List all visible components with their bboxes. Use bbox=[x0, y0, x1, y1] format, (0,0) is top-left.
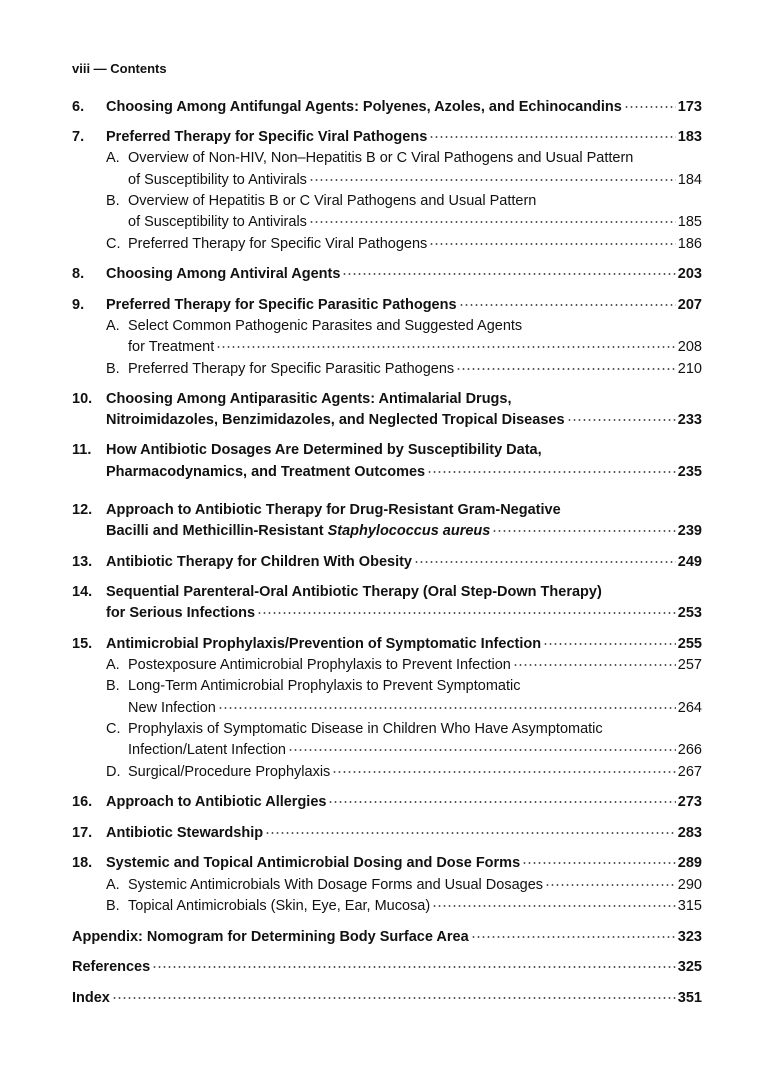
toc-entry-index[interactable] bbox=[72, 987, 702, 1009]
toc-entry-ch6[interactable] bbox=[72, 96, 702, 118]
section-letter: B. bbox=[106, 360, 120, 377]
page-number: 210 bbox=[677, 360, 702, 377]
chapter-title: Choosing Among Antifungal Agents: Polyenes, Azoles, and Echinocandins bbox=[106, 98, 622, 115]
toc-entry-ch16[interactable] bbox=[72, 792, 702, 814]
toc-entry-ch9[interactable] bbox=[72, 294, 702, 316]
references-title: References bbox=[72, 959, 151, 975]
chapter-title: Antimicrobial Prophylaxis/Prevention of Symptomatic Infection bbox=[106, 635, 542, 652]
organism-name: Staphylococcus aureus bbox=[327, 523, 491, 539]
chapter-title-cont: for Serious Infections bbox=[106, 605, 256, 621]
dot-leader bbox=[257, 601, 676, 616]
dot-leader bbox=[471, 924, 676, 939]
chapter-title-cont bbox=[72, 521, 490, 542]
toc-subentry-15a[interactable] bbox=[72, 655, 702, 677]
page-number: 351 bbox=[677, 989, 702, 1006]
page-number: 239 bbox=[677, 523, 702, 539]
dot-leader bbox=[624, 94, 676, 109]
chapter-title: Preferred Therapy for Specific Parasitic Pathogens bbox=[106, 296, 457, 313]
page-number: 257 bbox=[677, 657, 702, 673]
dot-leader bbox=[328, 790, 675, 805]
section-letter: B. bbox=[106, 192, 120, 209]
section-letter: A. bbox=[106, 657, 120, 673]
dot-leader bbox=[429, 231, 676, 246]
chapter-number: 12. bbox=[72, 501, 93, 518]
page-number: 255 bbox=[677, 635, 702, 652]
section-title: Overview of Hepatitis B or C Viral Pathogens and Usual Pattern bbox=[128, 192, 537, 209]
chapter-number: 13. bbox=[72, 553, 93, 570]
chapter-number: 16. bbox=[72, 794, 93, 810]
toc-subentry-9a[interactable] bbox=[72, 316, 702, 337]
page-number: 249 bbox=[677, 553, 702, 570]
page-number: 325 bbox=[677, 959, 702, 975]
dot-leader bbox=[456, 356, 676, 371]
section-title-cont: Infection/Latent Infection bbox=[128, 742, 286, 758]
page-number: 315 bbox=[677, 898, 702, 914]
dot-leader bbox=[265, 820, 676, 835]
dot-leader bbox=[459, 292, 676, 307]
page-number: 266 bbox=[677, 742, 702, 758]
dot-leader bbox=[427, 459, 676, 474]
page-number: 283 bbox=[677, 824, 702, 841]
toc-entry-ch14-cont[interactable] bbox=[72, 603, 702, 625]
page-number: 173 bbox=[677, 98, 702, 115]
section-letter: D. bbox=[106, 763, 121, 780]
section-title: Prophylaxis of Symptomatic Disease in Children Who Have Asymptomatic bbox=[128, 720, 603, 737]
chapter-number: 15. bbox=[72, 635, 93, 652]
toc-entry-ch10-cont[interactable] bbox=[72, 410, 702, 432]
toc-subentry-15b[interactable] bbox=[72, 676, 702, 697]
dot-leader bbox=[429, 125, 676, 140]
toc-entry-ch17[interactable] bbox=[72, 822, 702, 844]
page-number: 208 bbox=[677, 339, 702, 355]
section-letter: C. bbox=[106, 235, 121, 252]
section-letter: A. bbox=[106, 317, 120, 334]
chapter-number: 8. bbox=[72, 266, 85, 282]
chapter-title-cont: Pharmacodynamics, and Treatment Outcomes bbox=[106, 463, 426, 480]
toc-subentry-18a[interactable] bbox=[72, 874, 702, 896]
section-letter: B. bbox=[106, 898, 120, 914]
page-number: 203 bbox=[677, 266, 702, 282]
toc-entry-ch12[interactable] bbox=[72, 500, 702, 521]
table-of-contents bbox=[72, 96, 702, 1009]
chapter-number: 10. bbox=[72, 390, 93, 407]
toc-subentry-15c[interactable] bbox=[72, 719, 702, 740]
dot-leader bbox=[567, 408, 676, 423]
toc-subentry-7b[interactable] bbox=[72, 191, 702, 212]
toc-subentry-7c[interactable] bbox=[72, 233, 702, 255]
toc-entry-ch15[interactable] bbox=[72, 633, 702, 655]
page-number: 289 bbox=[677, 855, 702, 871]
chapter-number: 17. bbox=[72, 824, 93, 841]
toc-subentry-18b[interactable] bbox=[72, 896, 702, 918]
index-title: Index bbox=[72, 989, 110, 1006]
chapter-title-cont: Nitroimidazoles, Benzimidazoles, and Neglected Tropical Diseases bbox=[106, 412, 565, 428]
page-number: 233 bbox=[677, 412, 702, 428]
appendix-title: Appendix: Nomogram for Determining Body Surface Area bbox=[72, 928, 469, 945]
section-title: Select Common Pathogenic Parasites and Suggested Agents bbox=[128, 317, 523, 334]
section-title-cont: of Susceptibility to Antivirals bbox=[128, 214, 307, 230]
toc-entry-appendix[interactable] bbox=[72, 926, 702, 948]
page-number: 207 bbox=[677, 296, 702, 313]
section-title-cont: New Infection bbox=[128, 699, 216, 716]
toc-subentry-15d[interactable] bbox=[72, 761, 702, 783]
dot-leader bbox=[218, 695, 676, 710]
chapter-title: Preferred Therapy for Specific Viral Pathogens bbox=[106, 129, 428, 145]
dot-leader bbox=[332, 759, 676, 774]
toc-entry-ch11[interactable] bbox=[72, 440, 702, 461]
chapter-title: Choosing Among Antiparasitic Agents: Antimalarial Drugs, bbox=[106, 390, 512, 407]
chapter-number: 11. bbox=[72, 442, 92, 458]
section-title: Long-Term Antimicrobial Prophylaxis to Prevent Symptomatic bbox=[128, 678, 521, 694]
page-number: 267 bbox=[677, 763, 702, 780]
dot-leader bbox=[543, 631, 676, 646]
page-number: 264 bbox=[677, 699, 702, 716]
dot-leader bbox=[309, 210, 676, 225]
chapter-title-plain: Bacilli and Methicillin-Resistant bbox=[106, 523, 328, 539]
toc-subentry-7b-cont[interactable] bbox=[72, 212, 702, 234]
section-title: Systemic Antimicrobials With Dosage Forms and Usual Dosages bbox=[128, 876, 544, 893]
dot-leader bbox=[522, 851, 676, 866]
section-letter: B. bbox=[106, 678, 120, 694]
section-title: Preferred Therapy for Specific Parasitic Pathogens bbox=[128, 360, 455, 377]
section-letter: A. bbox=[106, 150, 120, 166]
page-number: 290 bbox=[677, 876, 702, 893]
section-letter: C. bbox=[106, 720, 121, 737]
dot-leader bbox=[309, 167, 676, 182]
dot-leader bbox=[112, 985, 676, 1000]
toc-entry-references[interactable] bbox=[72, 957, 702, 979]
toc-subentry-9b[interactable] bbox=[72, 358, 702, 380]
chapter-title: Systemic and Topical Antimicrobial Dosing and Dose Forms bbox=[106, 855, 521, 871]
chapter-title: Approach to Antibiotic Therapy for Drug-Resistant Gram-Negative bbox=[106, 501, 561, 518]
page-number: 253 bbox=[677, 605, 702, 621]
toc-entry-ch11-cont[interactable] bbox=[72, 461, 702, 483]
page-number: 235 bbox=[677, 463, 702, 480]
chapter-number: 6. bbox=[72, 98, 85, 115]
section-title: Overview of Non-HIV, Non–Hepatitis B or C Viral Pathogens and Usual Pattern bbox=[128, 150, 634, 166]
chapter-title: Antibiotic Stewardship bbox=[106, 824, 264, 841]
dot-leader bbox=[414, 549, 676, 564]
page-number: 183 bbox=[677, 129, 702, 145]
chapter-title: Sequential Parenteral-Oral Antibiotic Therapy (Oral Step-Down Therapy) bbox=[106, 583, 602, 600]
toc-subentry-9a-cont[interactable] bbox=[72, 337, 702, 359]
page-number: 273 bbox=[677, 794, 702, 810]
dot-leader bbox=[545, 872, 676, 887]
toc-subentry-15b-cont[interactable] bbox=[72, 697, 702, 719]
chapter-number: 14. bbox=[72, 583, 93, 600]
chapter-number: 9. bbox=[72, 296, 85, 313]
section-title: Surgical/Procedure Prophylaxis bbox=[128, 763, 331, 780]
section-title-cont: of Susceptibility to Antivirals bbox=[128, 171, 307, 188]
dot-leader bbox=[513, 653, 676, 668]
chapter-title: Approach to Antibiotic Allergies bbox=[106, 794, 327, 810]
toc-entry-ch7[interactable] bbox=[72, 127, 702, 149]
section-letter: A. bbox=[106, 876, 120, 893]
page-number: 184 bbox=[677, 171, 702, 188]
section-title: Preferred Therapy for Specific Viral Pathogens bbox=[128, 235, 428, 252]
chapter-number: 18. bbox=[72, 855, 93, 871]
running-head: viii — Contents bbox=[72, 61, 167, 76]
dot-leader bbox=[152, 955, 676, 970]
toc-subentry-15c-cont[interactable] bbox=[72, 740, 702, 762]
dot-leader bbox=[288, 738, 676, 753]
section-title: Postexposure Antimicrobial Prophylaxis to Prevent Infection bbox=[128, 657, 511, 673]
dot-leader bbox=[216, 335, 676, 350]
toc-subentry-7a[interactable] bbox=[72, 148, 702, 169]
chapter-title: Choosing Among Antiviral Agents bbox=[106, 266, 341, 282]
toc-entry-ch12-cont[interactable] bbox=[72, 521, 702, 543]
section-title: Topical Antimicrobials (Skin, Eye, Ear, Mucosa) bbox=[128, 898, 431, 914]
page-number: 323 bbox=[677, 928, 702, 945]
dot-leader bbox=[432, 894, 676, 909]
page-number: 185 bbox=[677, 214, 702, 230]
toc-entry-ch18[interactable] bbox=[72, 853, 702, 875]
chapter-title: Antibiotic Therapy for Children With Obesity bbox=[106, 553, 412, 570]
toc-entry-ch10[interactable] bbox=[72, 389, 702, 410]
dot-leader bbox=[492, 519, 675, 534]
toc-entry-ch8[interactable] bbox=[72, 264, 702, 286]
chapter-title: How Antibiotic Dosages Are Determined by Susceptibility Data, bbox=[106, 442, 542, 458]
toc-entry-ch13[interactable] bbox=[72, 551, 702, 573]
toc-entry-ch14[interactable] bbox=[72, 582, 702, 603]
dot-leader bbox=[342, 262, 675, 277]
section-title-cont: for Treatment bbox=[128, 339, 215, 355]
toc-subentry-7a-cont[interactable] bbox=[72, 169, 702, 191]
chapter-number: 7. bbox=[72, 129, 85, 145]
page-number: 186 bbox=[677, 235, 702, 252]
